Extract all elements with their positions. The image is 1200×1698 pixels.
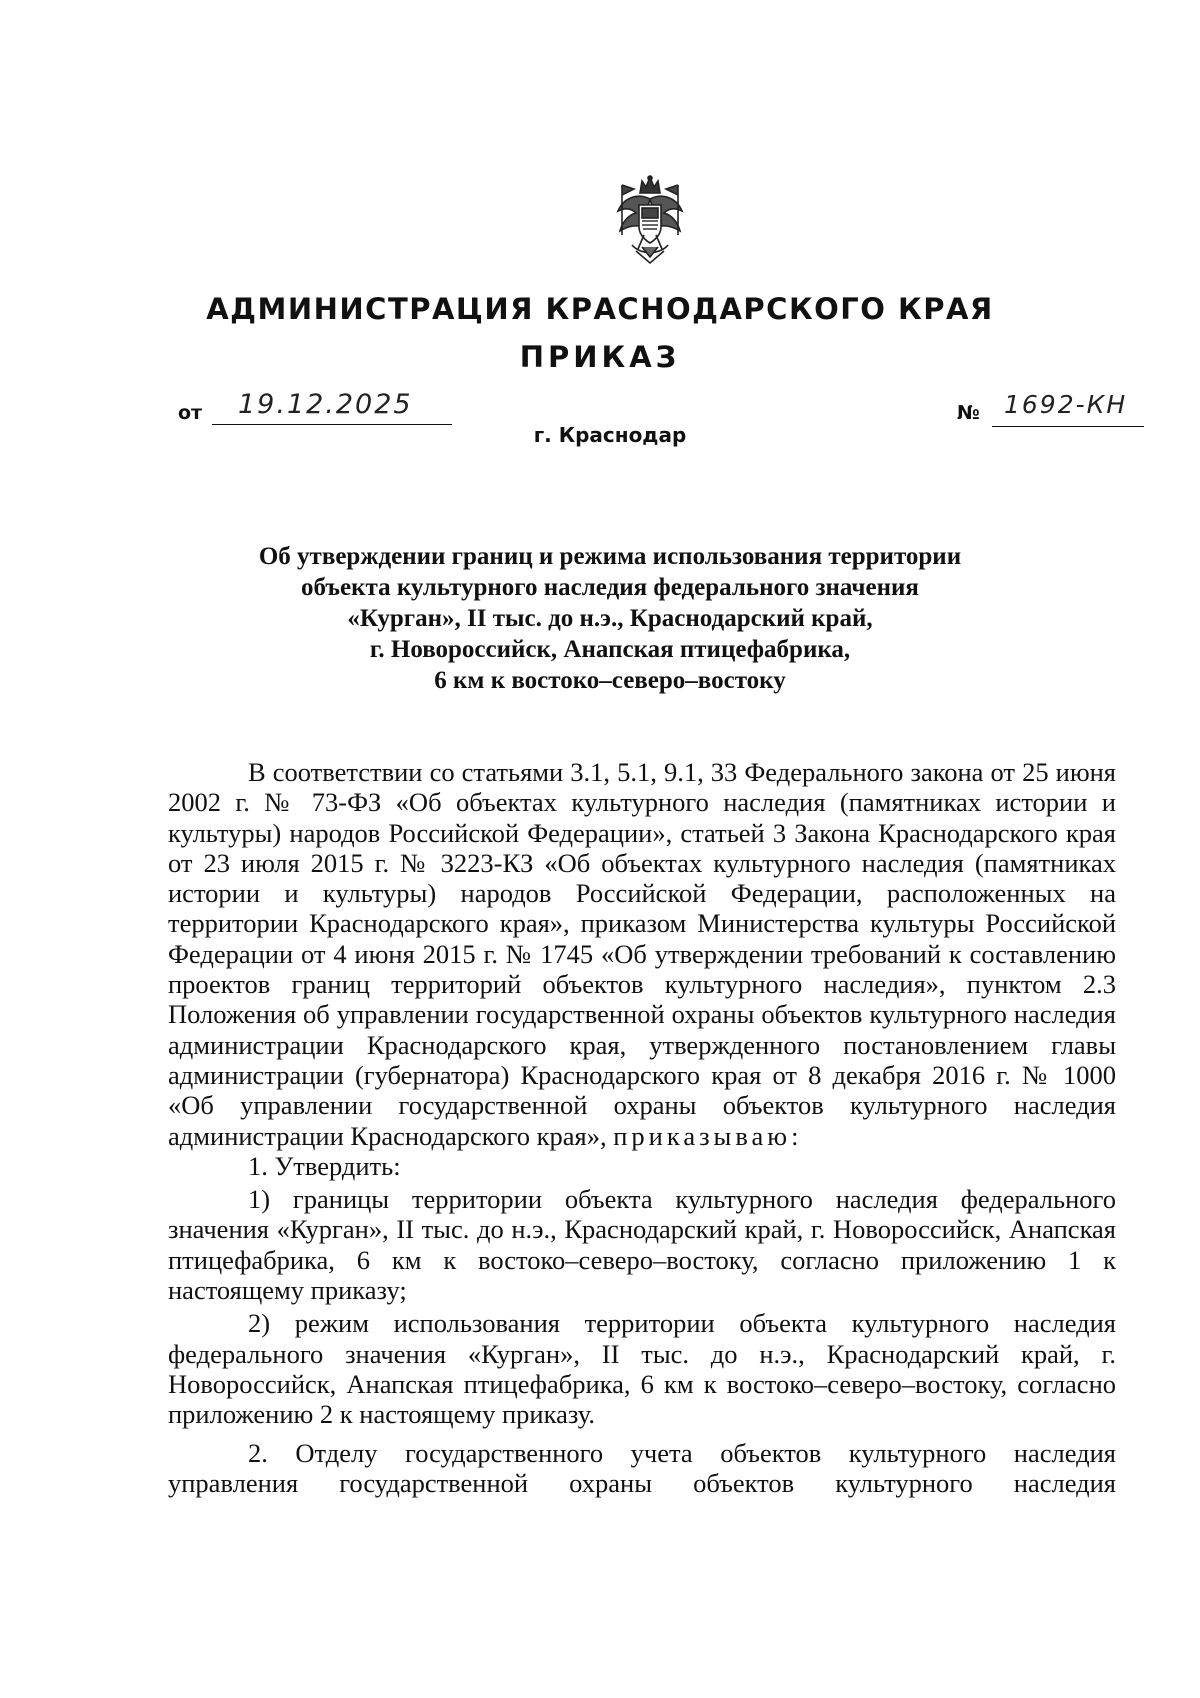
document-type: ПРИКАЗ [519,340,681,374]
coat-of-arms-emblem [612,175,688,267]
handwritten-date: 19.12.2025 [238,389,413,420]
document-body [168,757,1116,1498]
order-word: приказываю: [613,1120,803,1151]
item-1: 1. Утвердить: [248,1150,401,1181]
preamble-text: В соответствии со статьями 3.1, 5.1, 9.1, 33 Федерального закона от 25 июня 2002 г. № 73-ФЗ «Об объектах культурного наследия (памятниках истории и культуры) народов Российской Федерации», статьей 3 Закона Краснодарского края от 23 июля 2015 г. № 3223-КЗ «Об объектах культурного наследия (памятниках истории и культуры) народов Российской Федерации, расположенных на территории Краснодарского края», приказом Министерства культуры Российской Федерации от 4 июня 2015 г. № 1745 «Об утверждении требований к составлению проектов границ территорий объектов культурного наследия», пунктом 2.3 Положения об управлении государственной охраны объектов культурного наследия администрации Краснодарского края, утвержденного постановлением главы администрации (губернатора) Краснодарского края от 8 декабря 2016 г. № 1000 «Об управлении государственной охраны объектов культурного наследия администрации Краснодарского края», [168,757,1116,1151]
preamble-paragraph [168,757,1116,1151]
handwritten-number: 1692-КН [1004,390,1128,419]
title-line: объекта культурного наследия федерального значения [301,574,919,601]
item-1-subitem-1: 1) границы территории объекта культурного наследия федерального значения «Курган», II тыс. до н.э., Краснодарский край, г. Новороссийск, Анапская птицефабрика, 6 км к востоко–северо–востоку, согласно приложению 1 к настоящему приказу; [168,1184,1116,1306]
title-line: «Курган», II тыс. до н.э., Краснодарский край, [347,605,873,632]
title-line: Об утверждении границ и режима использования территории [258,543,962,570]
item-1-subitem-2: 2) режим использования территории объекта культурного наследия федерального значения «Курган», II тыс. до н.э., Краснодарский край, г. Новороссийск, Анапская птицефабрика, 6 км к востоко–северо–востоку, согласно приложению 2 к настоящему приказу. [168,1308,1116,1430]
document-title [150,541,1070,696]
title-line: г. Новороссийск, Анапская птицефабрика, [369,636,851,663]
city: г. Краснодар [533,423,687,447]
organization-name: АДМИНИСТРАЦИЯ КРАСНОДАРСКОГО КРАЯ [206,292,994,326]
number-label: № [957,402,980,424]
date-label: от [178,402,203,424]
item-2: 2. Отделу государственного учета объектов культурного наследия управления государственной охраны объектов культурного наследия [168,1437,1116,1498]
title-line: 6 км к востоко–северо–востоку [434,667,786,694]
